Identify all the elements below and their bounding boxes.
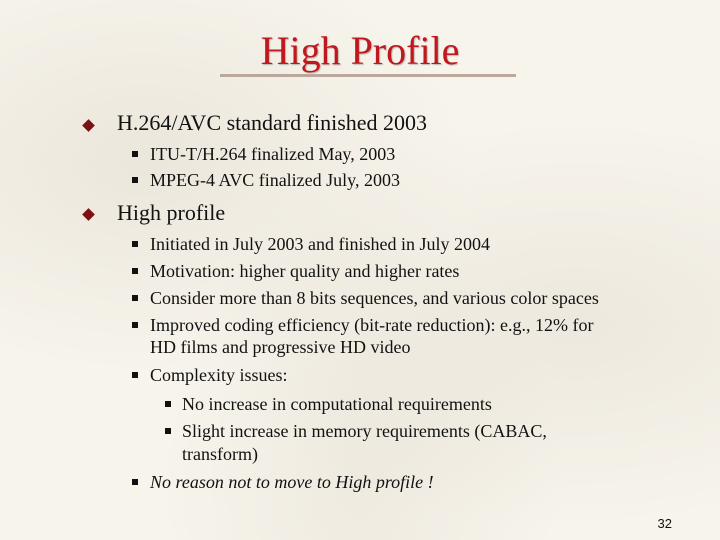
square-bullet-icon — [165, 428, 171, 434]
page-number: 32 — [657, 516, 672, 531]
square-bullet-icon — [132, 177, 138, 183]
subsub-bullet-memory: Slight increase in memory requirements (CABAC, — [182, 421, 547, 441]
bullet-high-profile: High profile — [117, 200, 226, 225]
subsub-bullet-memory-cont: transform) — [182, 444, 258, 464]
diamond-bullet-icon — [82, 208, 95, 221]
diamond-bullet-icon — [82, 119, 95, 132]
square-bullet-icon — [132, 295, 138, 301]
sub-bullet-coding-efficiency-cont: HD films and progressive HD video — [150, 337, 411, 357]
sub-bullet-complexity: Complexity issues: — [150, 365, 288, 385]
square-bullet-icon — [132, 151, 138, 157]
square-bullet-icon — [132, 479, 138, 485]
square-bullet-icon — [132, 372, 138, 378]
sub-bullet-bits-sequences: Consider more than 8 bits sequences, and various color spaces — [150, 288, 599, 308]
title-underline — [220, 74, 516, 77]
sub-bullet-itu: ITU-T/H.264 finalized May, 2003 — [150, 144, 396, 164]
square-bullet-icon — [132, 322, 138, 328]
square-bullet-icon — [132, 268, 138, 274]
sub-bullet-coding-efficiency: Improved coding efficiency (bit-rate reduction): e.g., 12% for — [150, 315, 594, 335]
sub-bullet-no-reason: No reason not to move to High profile ! — [150, 472, 434, 492]
bullet-h264-standard: H.264/AVC standard finished 2003 — [117, 110, 428, 135]
square-bullet-icon — [132, 241, 138, 247]
sub-bullet-initiated: Initiated in July 2003 and finished in July 2004 — [150, 234, 490, 254]
subsub-bullet-computational: No increase in computational requirements — [182, 394, 492, 414]
sub-bullet-mpeg4: MPEG-4 AVC finalized July, 2003 — [150, 170, 400, 190]
slide-title: High Profile — [260, 28, 460, 73]
sub-bullet-motivation: Motivation: higher quality and higher rates — [150, 261, 460, 281]
square-bullet-icon — [165, 401, 171, 407]
